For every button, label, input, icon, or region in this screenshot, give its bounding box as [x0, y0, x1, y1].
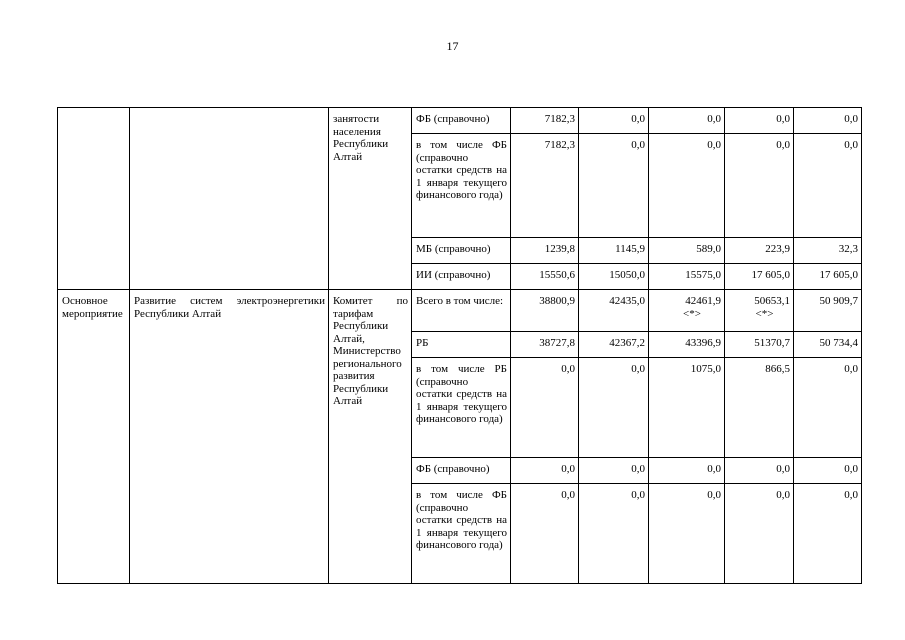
page-number: 17 — [446, 39, 459, 53]
value-cell: 15550,6 — [511, 264, 579, 290]
value-cell: 866,5 — [725, 358, 794, 458]
value-cell: 0,0 — [649, 458, 725, 484]
value-cell: 0,0 — [725, 108, 794, 134]
value-cell: 0,0 — [725, 458, 794, 484]
source-cell: МБ (справочно) — [412, 238, 511, 264]
value-cell: 0,0 — [511, 358, 579, 458]
value-cell: 0,0 — [649, 108, 725, 134]
value-text: 42435,0 — [609, 295, 645, 307]
value-cell: 0,0 — [579, 484, 649, 584]
value-cell: 0,0 — [579, 134, 649, 238]
source-cell: РБ — [412, 332, 511, 358]
footnote-mark: <*> — [683, 307, 701, 320]
source-cell: в том числе ФБ (справочно остатки средств на 1 января текущего финансового года) — [412, 134, 511, 238]
value-cell — [725, 290, 794, 332]
name-cell-empty — [130, 108, 329, 290]
value-cell: 0,0 — [794, 484, 862, 584]
value-cell: 38727,8 — [511, 332, 579, 358]
responsible-cell: Комитет по тарифам Республики Алтай, Министерство регионального развития Республики Алтай — [329, 290, 412, 584]
value-cell: 0,0 — [794, 358, 862, 458]
value-text: 38800,9 — [539, 295, 575, 307]
value-cell: 17 605,0 — [794, 264, 862, 290]
value-cell: 0,0 — [725, 134, 794, 238]
source-cell: Всего в том числе: — [412, 290, 511, 332]
value-cell: 0,0 — [511, 484, 579, 584]
value-cell: 0,0 — [579, 358, 649, 458]
value-cell: 223,9 — [725, 238, 794, 264]
responsible-cell: занятости населения Республики Алтай — [329, 108, 412, 290]
value-cell: 7182,3 — [511, 108, 579, 134]
value-cell: 0,0 — [725, 484, 794, 584]
value-cell — [511, 290, 579, 332]
value-cell — [649, 290, 725, 332]
value-cell: 0,0 — [649, 134, 725, 238]
value-cell — [579, 290, 649, 332]
value-cell: 1145,9 — [579, 238, 649, 264]
value-text: 50 909,7 — [819, 295, 858, 307]
value-cell — [794, 290, 862, 332]
value-text: 42461,9 — [685, 295, 721, 307]
value-cell: 1075,0 — [649, 358, 725, 458]
budget-table — [57, 107, 862, 584]
footnote-mark: <*> — [755, 307, 774, 320]
value-cell: 0,0 — [579, 458, 649, 484]
type-cell-empty — [58, 108, 130, 290]
value-cell: 43396,9 — [649, 332, 725, 358]
value-cell: 589,0 — [649, 238, 725, 264]
source-cell: в том числе ФБ (справочно остатки средств на 1 января текущего финансового года) — [412, 484, 511, 584]
value-text: 50653,1 — [754, 295, 790, 307]
name-cell: Развитие систем электроэнергетики Республики Алтай — [130, 290, 329, 584]
value-cell: 15575,0 — [649, 264, 725, 290]
value-cell: 0,0 — [649, 484, 725, 584]
source-cell: ФБ (справочно) — [412, 458, 511, 484]
source-cell: ИИ (справочно) — [412, 264, 511, 290]
value-cell: 0,0 — [794, 108, 862, 134]
value-cell: 0,0 — [794, 458, 862, 484]
value-cell: 0,0 — [579, 108, 649, 134]
value-cell: 51370,7 — [725, 332, 794, 358]
value-cell: 0,0 — [511, 458, 579, 484]
table-row — [58, 108, 862, 134]
value-cell: 7182,3 — [511, 134, 579, 238]
value-cell: 17 605,0 — [725, 264, 794, 290]
value-cell: 1239,8 — [511, 238, 579, 264]
value-cell: 0,0 — [794, 134, 862, 238]
value-cell: 42367,2 — [579, 332, 649, 358]
value-cell: 15050,0 — [579, 264, 649, 290]
value-cell: 50 734,4 — [794, 332, 862, 358]
value-cell: 32,3 — [794, 238, 862, 264]
source-cell: в том числе РБ (справочно остатки средств на 1 января текущего финансового года) — [412, 358, 511, 458]
type-cell: Основное мероприятие — [58, 290, 130, 584]
table-row — [58, 290, 862, 332]
source-cell: ФБ (справочно) — [412, 108, 511, 134]
